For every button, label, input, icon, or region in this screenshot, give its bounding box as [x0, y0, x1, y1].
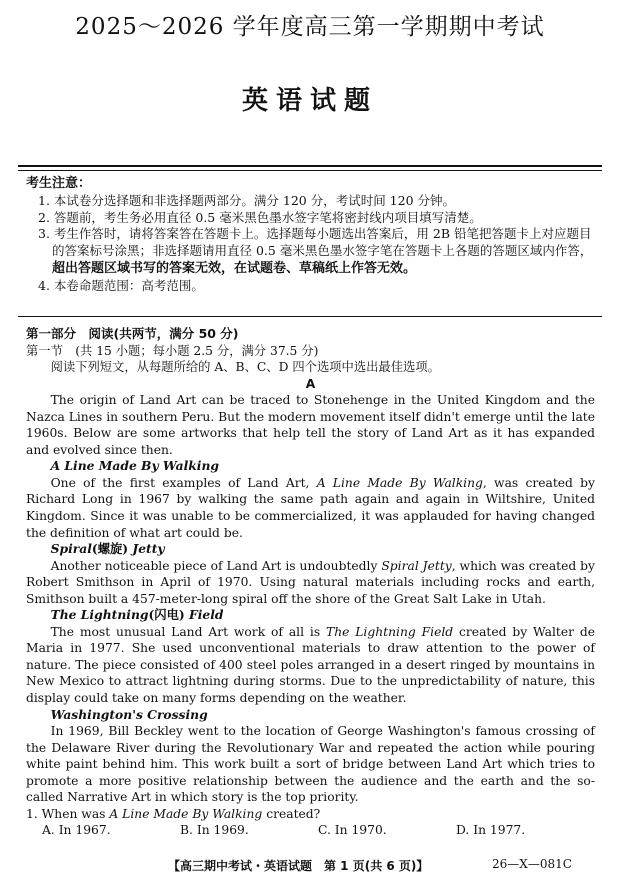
section-heading: 第一节 (共 15 小题；每小题 2.5 分，满分 37.5 分) [26, 343, 319, 358]
artwork-paragraph-4: In 1969, Bill Beckley went to the location of George Washington's famous crossing of the Delaware River during the Revolutionary War and repeated the action while pouring white paint behind him. This work built a sort of bridge between Land Art which tries to promote a more positive relationship between the audience and the earth and the so-called Narrative Art in which story is the top priority. [26, 724, 595, 805]
h2-part-b: Jetty [128, 541, 165, 557]
notice-heading: 考生注意： [26, 176, 92, 191]
p2-title: Spiral Jetty [381, 558, 452, 573]
artwork-paragraph-3 [26, 624, 595, 707]
p3-text-a: The most unusual Land Art work of all is [50, 624, 326, 639]
artwork-paragraph-1 [26, 475, 595, 541]
footer-code: 26—X—081C [492, 857, 572, 871]
option-d[interactable]: D. In 1977. [456, 823, 526, 838]
p2-text-a: Another noticeable piece of Land Art is undoubtedly [50, 558, 382, 573]
artwork-heading-4: Washington's Crossing [50, 706, 208, 722]
notice-item-4: 4. 本卷命题范围：高考范围。 [38, 277, 204, 293]
h3-part-a: The Lightning [50, 607, 149, 623]
notice-item-3-text: 3. 考生作答时，请将答案答在答题卡上。选择题每小题选出答案后，用 2B 铅笔把答题卡上对应题目的答案标号涂黑；非选择题请用直径 0.5 毫米黑色墨水签字笔在答题卡上各题的答题区域内作答， [38, 226, 593, 259]
q1-text-a: 1. When was [26, 806, 110, 821]
notice-item-3-emphasis: 超出答题区域书写的答案无效，在试题卷、草稿纸上作答无效。 [52, 260, 417, 276]
artwork-heading-2 [26, 541, 595, 558]
option-c[interactable]: C. In 1970. [318, 823, 387, 838]
artwork-paragraph-2 [26, 558, 595, 608]
reading-section [26, 326, 595, 839]
h3-gloss: (闪电) [148, 607, 185, 623]
h3-part-b: Field [184, 607, 224, 623]
q1-text-b: created? [262, 806, 321, 821]
notice-item-1: 1. 本试卷分选择题和非选择题两部分。满分 120 分，考试时间 120 分钟。 [38, 192, 456, 208]
footer-label: 【高三期中考试・英语试题 第 1 页(共 6 页)】 [168, 859, 429, 873]
question-1 [26, 806, 595, 823]
divider-thin [18, 170, 602, 171]
h2-part-a: Spiral [50, 541, 92, 557]
part-heading: 第一部分 阅读(共两节，满分 50 分) [26, 326, 239, 341]
option-b[interactable]: B. In 1969. [180, 823, 249, 838]
p1-title: A Line Made By Walking [316, 475, 483, 490]
notice-item-3 [26, 226, 596, 277]
p3-title: The Lightning Field [326, 624, 454, 639]
q1-title: A Line Made By Walking [109, 806, 263, 821]
p1-text-b: , was created by Richard Long in 1967 by walking the same path again and again in Wiltshire, United Kingdom. Since it was unable to be commercialized, it was applauded for having changed the definition of what art could be. [26, 475, 595, 540]
option-a[interactable]: A. In 1967. [42, 823, 111, 838]
p2-text-b: , which was created by Robert Smithson in April of 1970. Using natural materials including rocks and earth, Smithson built a 457-meter-long spiral off the shore of the Great Salt Lake in Utah. [26, 558, 595, 606]
p1-text-a: One of the first examples of Land Art, [50, 475, 317, 490]
passage-intro: The origin of Land Art can be traced to Stonehenge in the United Kingdom and the Nazca Lines in southern Peru. But the modern movement itself didn't emerge until the late 1960s. Below are some artworks that help tell the story of Land Art as it has expanded and evolved since then. [26, 393, 595, 457]
subject-title: 英语试题 [241, 86, 378, 116]
artwork-heading-1: A Line Made By Walking [50, 458, 219, 474]
passage-letter: A [305, 376, 316, 391]
exam-notice [26, 176, 596, 295]
section-instruction: 阅读下列短文，从每题所给的 A、B、C、D 四个选项中选出最佳选项。 [50, 360, 440, 375]
exam-title: 2025～2026 学年度高三第一学期期中考试 [75, 14, 545, 40]
p3-text-b: created by Walter de Maria in 1977. She used unconventional materials to draw attention to the power of nature. The piece consisted of 400 steel poles arranged in a desert ringed by mountains in New Mexico to attract lightning during storms. Due to the unpredictability of nature, this display could take on many forms depending on the weather. [26, 624, 595, 706]
h2-gloss: (螺旋) [91, 541, 129, 557]
question-1-options [26, 822, 595, 839]
artwork-heading-3 [26, 607, 595, 624]
divider-thick [18, 165, 602, 167]
notice-item-2: 2. 答题前，考生务必用直径 0.5 毫米黑色墨水签字笔将密封线内项目填写清楚。 [38, 209, 482, 225]
divider-dashed [18, 316, 602, 317]
